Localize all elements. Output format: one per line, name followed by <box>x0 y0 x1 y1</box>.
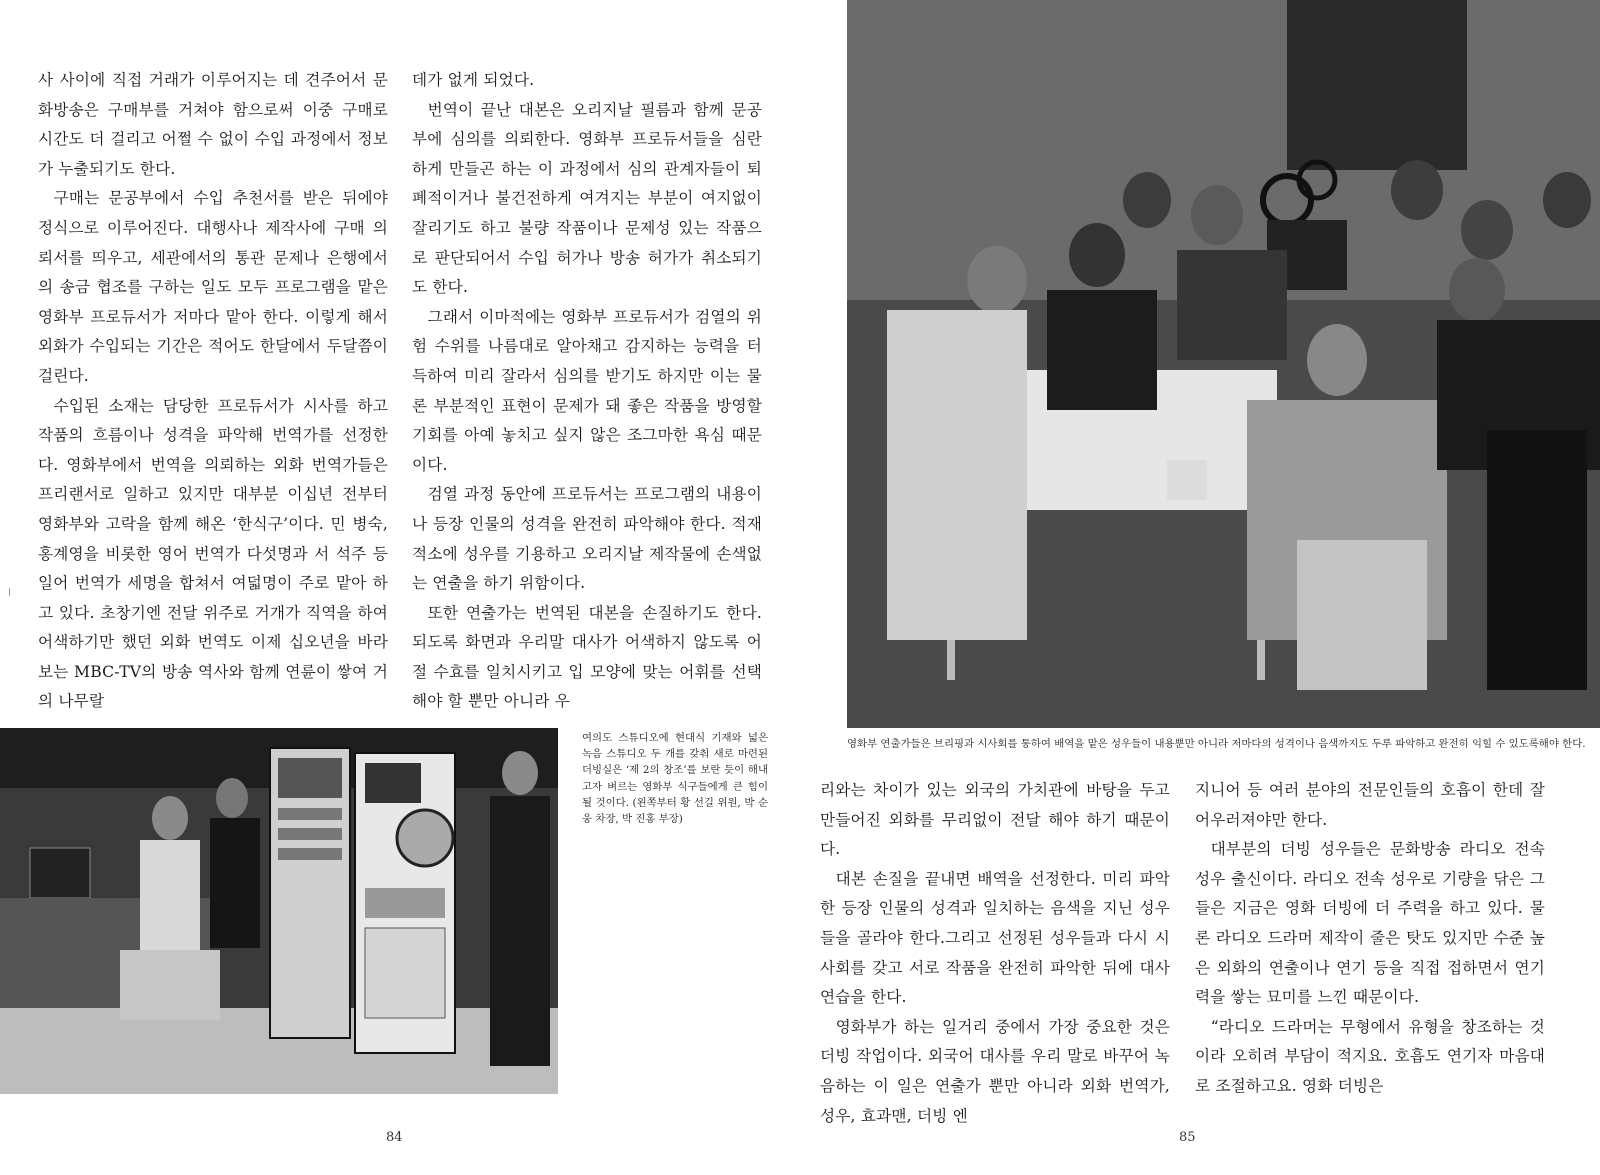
left-text-column-1 <box>38 66 388 717</box>
paragraph: 리와는 차이가 있는 외국의 가치관에 바탕을 두고 만들어진 외화를 무리없이 전달 해야 하기 때문이다. <box>820 781 1170 859</box>
left-text-column-2 <box>412 66 762 717</box>
paragraph: 수입된 소재는 담당한 프로듀서가 시사를 하고 작품의 흐름이나 성격을 파악해 번역가를 선정한다. 영화부에서 번역을 의뢰하는 외화 번역가들은 프리랜서로 일하고 있지만 대부분 이십년 전부터 영화부와 고락을 함께 해온 ‘한식구’이다. 민 병숙, 홍계영을 비롯한 영어 번역가 다섯명과 서 석주 등 일어 번역가 세명을 합쳐서 여덟명이 주로 맡아 하고 있다. 초창기엔 전달 위주로 거개가 직역을 하여 어색하기만 했던 외화 번역도 이제 십오년을 바라보는 MBC-TV의 방송 역사와 함께 연륜이 쌓여 거의 나무랄 <box>38 396 388 711</box>
right-photo-caption: 영화부 연출가들은 브리핑과 시사회를 통하여 배역을 맡은 성우들이 내용뿐만 아니라 저마다의 성격이나 음색까지도 두루 파악하고 완전히 익힐 수 있도록해야 한다. <box>847 738 1586 750</box>
paragraph: 번역이 끝난 대본은 오리지날 필름과 함께 문공부에 심의를 의뢰한다. 영화부 프로듀서들을 심란하게 만들곤 하는 이 과정에서 심의 관계자들이 퇴폐적이거나 불건전하게 여겨지는 부분이 여지없이 잘리기도 하고 불량 작품이나 문제성 있는 작품으로 판단되어서 수입 허가나 방송 허가가 취소되기도 한다. <box>412 100 762 297</box>
paragraph: 또한 연출가는 번역된 대본을 손질하기도 한다. 되도록 화면과 우리말 대사가 어색하지 않도록 어절 수효를 일치시키고 입 모양에 맞는 어휘를 선택해야 할 뿐만 아니라 우 <box>412 603 762 711</box>
paragraph: 구매는 문공부에서 수입 추천서를 받은 뒤에야 정식으로 이루어진다. 대행사나 제작사에 구매 의뢰서를 띄우고, 세관에서의 통관 문제나 은행에서의 송금 협조를 구하는 일도 모두 프로그램을 맡은 영화부 프로듀서가 저마다 맡아 한다. 이렇게 해서 외화가 수입되는 기간은 적어도 한달에서 두달쯤이 걸린다. <box>38 189 388 385</box>
paragraph: 데가 없게 되었다. <box>412 71 535 89</box>
page-number: 84 <box>386 1130 403 1145</box>
right-text-column-1 <box>820 776 1170 1131</box>
left-photo-caption: 여의도 스튜디오에 현대식 기재와 넓은 녹음 스튜디오 두 개를 갖춰 새로 마련된 더빙실은 ‘제 2의 창조’를 보란 듯이 해내고자 벼르는 영화부 식구들에게 큰 힘이 될 것이다. (왼쪽부터 황 선길 위원, 박 순웅 차장, 박 진홍 부장) <box>582 732 768 826</box>
paragraph: 대본 손질을 끝내면 배역을 선정한다. 미리 파악한 등장 인물의 성격과 일치하는 음색을 지닌 성우들을 골라야 한다.그리고 선정된 성우들과 다시 시사회를 갖고 서로 작품을 완전히 파악한 뒤에 대사 연습을 한다. <box>820 869 1170 1007</box>
paragraph: 사 사이에 직접 거래가 이루어지는 데 견주어서 문화방송은 구매부를 거쳐야 함으로써 이중 구매로 시간도 더 걸리고 어쩔 수 없이 수입 과정에서 정보가 누출되기도 한다. <box>38 71 388 178</box>
directors-meeting-photo <box>847 0 1600 728</box>
page-number: 85 <box>1179 1130 1196 1145</box>
right-page <box>800 0 1600 1175</box>
paragraph: 검열 과정 동안에 프로듀서는 프로그램의 내용이나 등장 인물의 성격을 완전히 파악해야 한다. 적재 적소에 성우를 기용하고 오리지날 제작물에 손색없는 연출을 하기 위함이다. <box>412 485 762 593</box>
dubbing-studio-photo <box>0 728 558 1094</box>
gutter-mark <box>9 588 10 596</box>
right-text-column-2 <box>1195 776 1545 1102</box>
paragraph: 그래서 이마적에는 영화부 프로듀서가 검열의 위험 수위를 나름대로 알아채고 감지하는 능력을 터득하여 미리 잘라서 심의를 받기도 하지만 이는 물론 부분적인 표현이 문제가 돼 좋은 작품을 방영할 기회를 아예 놓치고 싶지 않은 조그마한 욕심 때문이다. <box>412 307 762 474</box>
paragraph: 지니어 등 여러 분야의 전문인들의 호흡이 한데 잘 어우러져야만 한다. <box>1195 781 1545 829</box>
paragraph: “라디오 드라머는 무형에서 유형을 창조하는 것이라 오히려 부담이 적지요. 호흡도 연기자 마음대로 조절하고요. 영화 더빙은 <box>1195 1017 1545 1095</box>
paragraph: 영화부가 하는 일거리 중에서 가장 중요한 것은 더빙 작업이다. 외국어 대사를 우리 말로 바꾸어 녹음하는 이 일은 연출가 뿐만 아니라 외화 번역가, 성우, 효과맨, 더빙 엔 <box>820 1017 1170 1125</box>
paragraph: 대부분의 더빙 성우들은 문화방송 라디오 전속 성우 출신이다. 라디오 전속 성우로 기량을 닦은 그들은 지금은 영화 더빙에 더 주력을 하고 있다. 물론 라디오 드라머 제작이 줄은 탓도 있지만 수준 높은 외화의 연출이나 연기 등을 직접 접하면서 연기력을 쌓는 묘미를 느낀 때문이다. <box>1195 840 1545 1007</box>
